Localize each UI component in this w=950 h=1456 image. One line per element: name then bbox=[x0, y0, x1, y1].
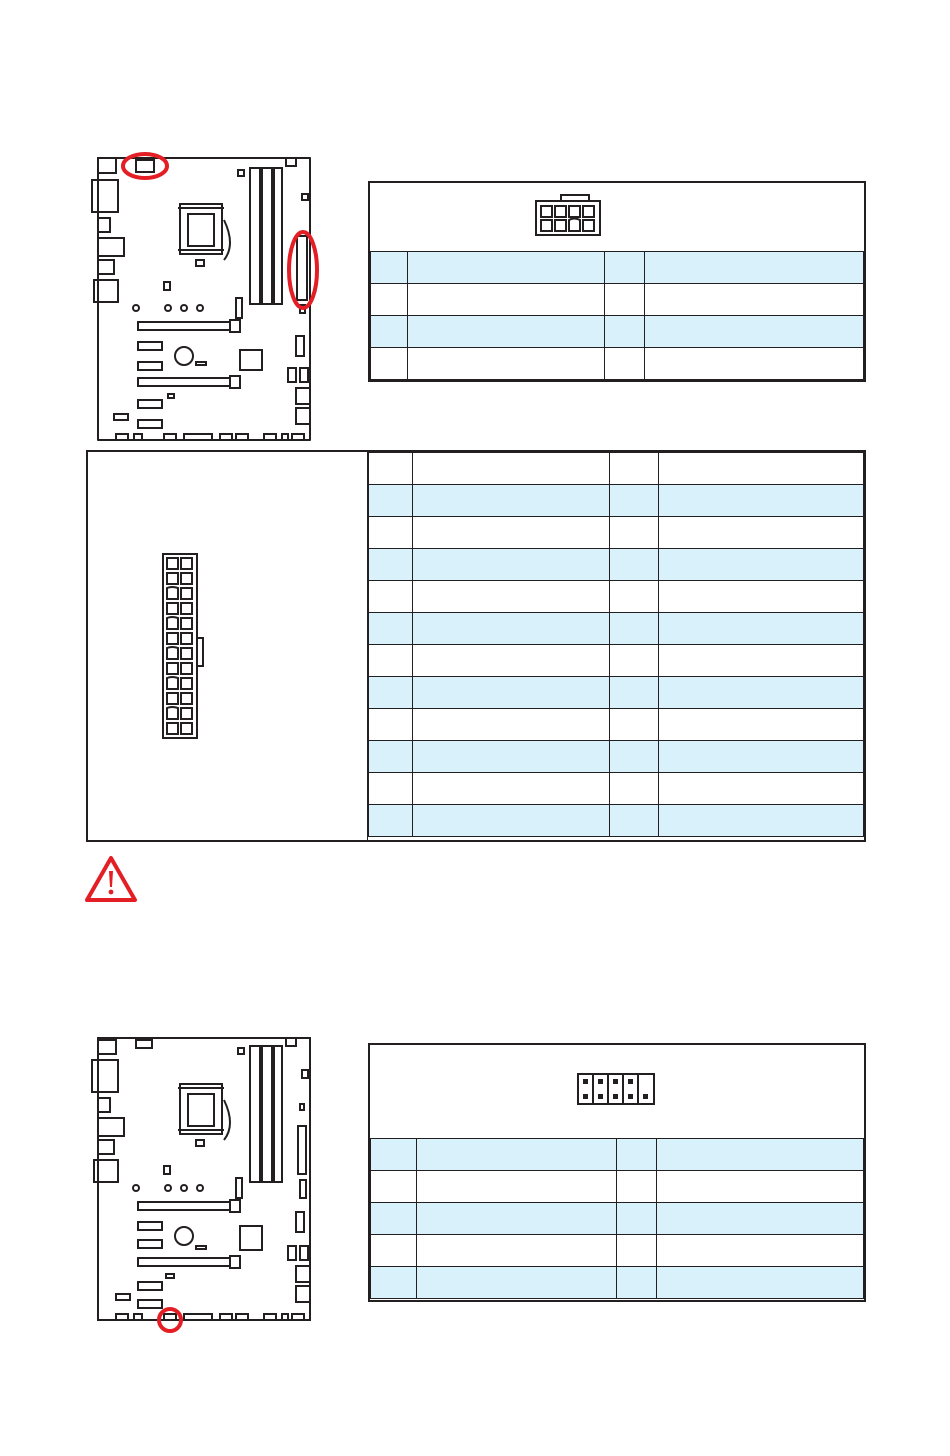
table-row bbox=[369, 773, 864, 805]
connector-image-area bbox=[370, 183, 864, 251]
table-row bbox=[371, 1267, 864, 1299]
atx-connector-area bbox=[88, 452, 368, 840]
24pin-connector-icon bbox=[160, 552, 210, 740]
header-rows bbox=[370, 1138, 864, 1299]
table-row bbox=[369, 453, 864, 485]
motherboard-diagram-bottom bbox=[88, 1030, 328, 1340]
warning-triangle-icon bbox=[84, 854, 138, 904]
table-row bbox=[371, 284, 864, 316]
cpu-power-pin-table bbox=[368, 181, 866, 382]
table-row bbox=[369, 485, 864, 517]
table-row bbox=[371, 348, 864, 380]
motherboard-diagram-top bbox=[88, 150, 328, 450]
atx-power-rows bbox=[368, 452, 864, 837]
table-row bbox=[369, 517, 864, 549]
10pin-header-icon bbox=[576, 1072, 656, 1106]
table-row bbox=[369, 709, 864, 741]
cpu-power-rows bbox=[370, 251, 864, 380]
table-row bbox=[369, 645, 864, 677]
table-row bbox=[371, 252, 864, 284]
table-row bbox=[369, 613, 864, 645]
table-row bbox=[371, 1203, 864, 1235]
table-row bbox=[371, 1171, 864, 1203]
table-row bbox=[369, 549, 864, 581]
table-row bbox=[369, 805, 864, 837]
8pin-connector-icon bbox=[533, 193, 603, 237]
atx-power-pin-table bbox=[86, 450, 866, 842]
table-row bbox=[369, 581, 864, 613]
table-row bbox=[369, 741, 864, 773]
header-connector-area bbox=[370, 1045, 864, 1138]
table-row bbox=[371, 316, 864, 348]
header-pin-table bbox=[368, 1043, 866, 1302]
table-row bbox=[371, 1139, 864, 1171]
table-row bbox=[371, 1235, 864, 1267]
table-row bbox=[369, 677, 864, 709]
